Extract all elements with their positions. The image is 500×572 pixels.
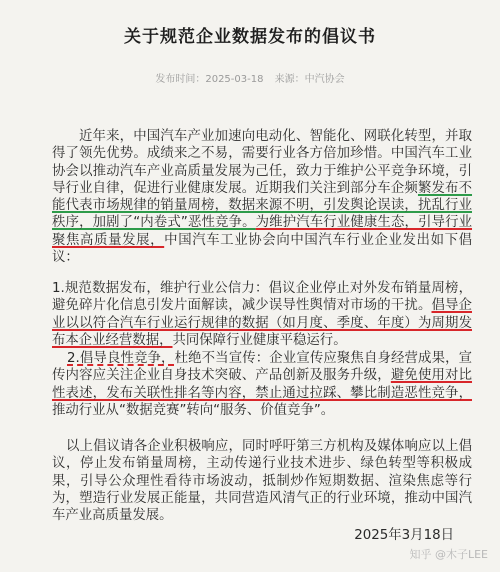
publish-date-label: 发布时间：2025-03-18 — [155, 74, 264, 85]
paragraph-closing — [52, 438, 472, 524]
intro-highlight-green: 繁发布不能代表市场规律的销量周榜，数据来源不明，引发舆论误读，扰乱行业秩序，加剧了“内卷式”恶性竞争。 — [52, 180, 473, 231]
item2-highlight: 避免使用对比性表述，发布关联性排名等内容，禁止通过拉踩、攀比制造恶性竞争， — [52, 368, 473, 401]
item2-text: 杜绝不当宣传：企业宣传应聚焦自身经营成果，宣传内容应关注企业自身技术突破、产品创新及服务升级， — [52, 351, 473, 384]
paragraph-intro — [52, 128, 472, 266]
item1-tail: 共同保障行业健康平稳运行。 — [172, 332, 347, 348]
document-meta — [0, 70, 500, 85]
closing-text: 以上倡议请各企业积极响应，同时呼吁第三方机构及媒体响应以上倡议，停止发布销量周榜，主动传递行业技术进步、绿色转型等积极成果，引导公众理性看待市场波动，抵制炒作短期数据、渲染焦虑等行为，塑造行业发展正能量，共同营造风清气正的行业环境，推动中国汽车产业高质量发展。 — [52, 439, 472, 524]
item1-highlight: 倡导企业以以符合汽车行业运行规律的数据（如月度、季度、年度）为周期发布本企业经营数据， — [52, 298, 472, 348]
signature-date: 2025年3月18日 — [354, 528, 454, 543]
item2-tail: 推动行业从“数据竞赛”转向“服务、价值竞争”。 — [52, 402, 335, 418]
watermark: 知乎 @木子LEE — [409, 548, 488, 561]
intro-highlight-red: 为维护汽车行业健康生态，引导行业聚焦高质量发展， — [52, 215, 473, 248]
paragraph-item-2 — [52, 350, 472, 419]
source-label: 来源：中汽协会 — [274, 74, 345, 85]
document-title: 关于规范企业数据发布的倡议书 — [124, 27, 376, 47]
item2-heading: 2.倡导良性竞争， — [67, 351, 175, 366]
intro-text: 近年来，中国汽车产业加速向电动化、智能化、网联化转型，并取得了领先优势。成绩来之不易，需要行业各方倍加珍惜。中国汽车工业协会以推动汽车产业高质量发展为己任，致力于维护公平竞争环境，引导行业自律，促进行业健康发展。近期我们关注到部分车企频 — [52, 129, 472, 196]
intro-tail: 中国汽车工业协会向中国汽车行业企业发出如下倡议： — [52, 232, 473, 266]
item1-text: 1.规范数据发布，维护行业公信力：倡议企业停止对外发布销量周榜，避免碎片化信息引发片面解读，减少误导性舆情对市场的干扰。 — [52, 281, 472, 314]
paragraph-item-1 — [52, 280, 472, 349]
